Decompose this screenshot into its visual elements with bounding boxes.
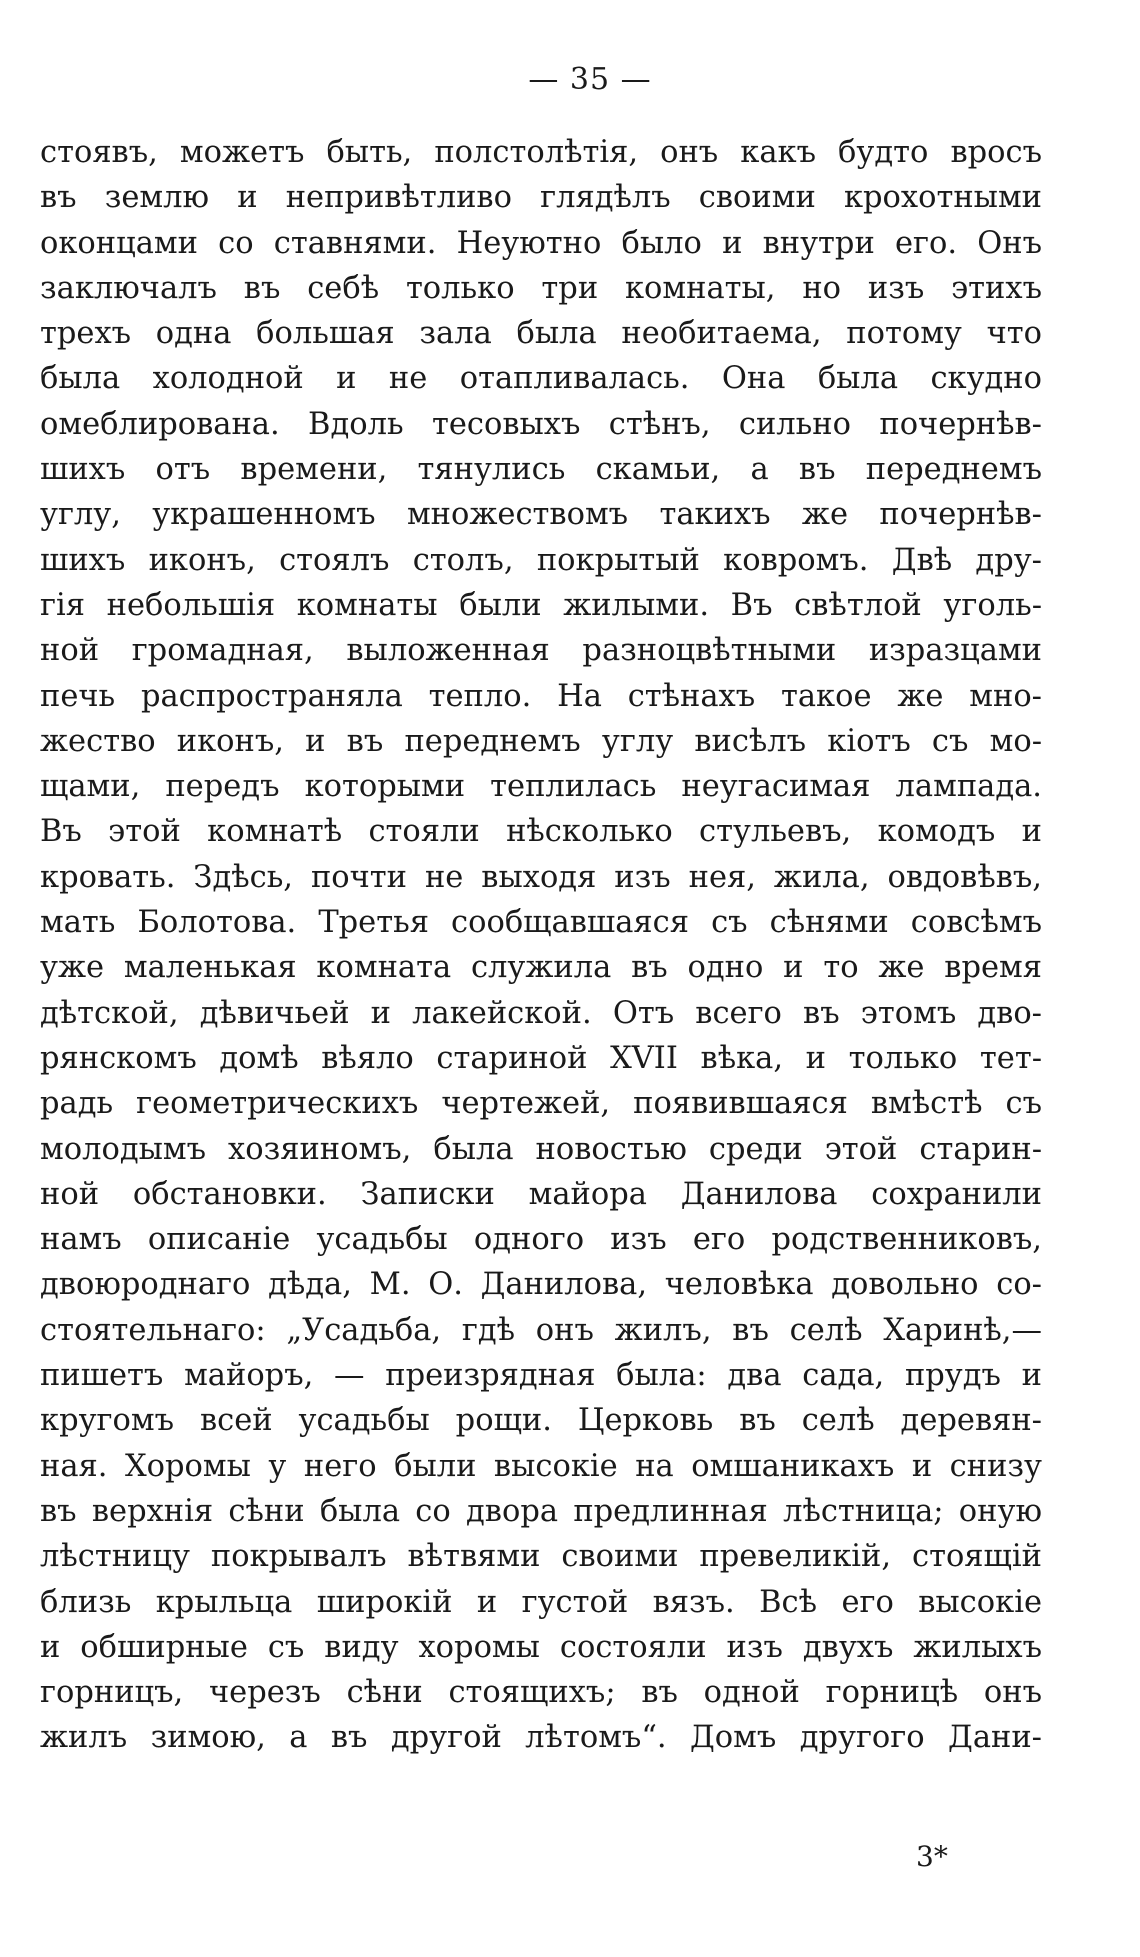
text-line: радь геометрическихъ чертежей, появившаяся вмѣстѣ съ — [40, 1086, 1042, 1122]
text-line: двоюроднаго дѣда, М. О. Данилова, человѣка довольно со- — [40, 1267, 1042, 1303]
text-line: гія небольшія комнаты были жилыми. Въ свѣтлой уголь- — [40, 587, 1042, 623]
text-line: молодымъ хозяиномъ, была новостью среди этой старин- — [40, 1131, 1042, 1167]
text-line: оконцами со ставнями. Неуютно было и внутри его. Онъ — [40, 225, 1042, 261]
text-line: трехъ одна большая зала была необитаема, потому что — [40, 316, 1042, 352]
text-line: ная. Хоромы у него были высокіе на омшаникахъ и снизу — [40, 1448, 1042, 1484]
text-line: кругомъ всей усадьбы рощи. Церковь въ селѣ деревян- — [40, 1403, 1042, 1439]
text-line: заключалъ въ себѣ только три комнаты, но изъ этихъ — [40, 270, 1042, 306]
text-line: ной обстановки. Записки майора Данилова сохранили — [40, 1176, 1042, 1212]
text-line: въ землю и непривѣтливо глядѣлъ своими крохотными — [40, 180, 1042, 216]
text-line: кровать. Здѣсь, почти не выходя изъ нея, жила, овдовѣвъ, — [40, 859, 1042, 895]
text-line: пишетъ майоръ, — преизрядная была: два сада, прудъ и — [40, 1358, 1042, 1394]
text-line: углу, украшенномъ множествомъ такихъ же почернѣв- — [40, 497, 1042, 533]
text-line: жество иконъ, и въ переднемъ углу висѣлъ кіотъ съ мо- — [40, 723, 1042, 759]
text-line: ной громадная, выложенная разноцвѣтными изразцами — [40, 633, 1042, 669]
text-line: была холодной и не отапливалась. Она была скудно — [40, 361, 1042, 397]
text-line: шихъ отъ времени, тянулись скамьи, а въ переднемъ — [40, 452, 1042, 488]
text-line: горницъ, черезъ сѣни стоящихъ; въ одной горницѣ онъ — [40, 1675, 1042, 1711]
text-line: и обширные съ виду хоромы состояли изъ двухъ жилыхъ — [40, 1629, 1042, 1665]
text-line: щами, передъ которыми теплилась неугасимая лампада. — [40, 769, 1042, 805]
text-line: Въ этой комнатѣ стояли нѣсколько стульевъ, комодъ и — [40, 814, 1042, 850]
text-line: въ верхнія сѣни была со двора предлинная лѣстница; оную — [40, 1493, 1042, 1529]
text-line: жилъ зимою, а въ другой лѣтомъ“. Домъ другого Дани- — [40, 1720, 1042, 1756]
text-line: шихъ иконъ, стоялъ столъ, покрытый ковромъ. Двѣ дру- — [40, 542, 1042, 578]
text-line: намъ описаніе усадьбы одного изъ его родственниковъ, — [40, 1222, 1042, 1258]
text-line: мать Болотова. Третья сообщавшаяся съ сѣнями совсѣмъ — [40, 905, 1042, 941]
text-line: лѣстницу покрывалъ вѣтвями своими превеликій, стоящій — [40, 1539, 1042, 1575]
text-line: близь крыльца широкій и густой вязъ. Всѣ его высокіе — [40, 1584, 1042, 1620]
text-line: стоявъ, можетъ быть, полстолѣтія, онъ какъ будто вросъ — [40, 135, 1042, 170]
text-line: уже маленькая комната служила въ одно и то же время — [40, 950, 1042, 986]
signature-mark: 3* — [916, 1840, 948, 1873]
text-line: омеблирована. Вдоль тесовыхъ стѣнъ, сильно почернѣв- — [40, 406, 1042, 442]
text-line: печь распространяла тепло. На стѣнахъ такое же мно- — [40, 678, 1042, 714]
text-line: рянскомъ домѣ вѣяло стариной XVII вѣка, и только тет- — [40, 1040, 1042, 1076]
page-number: — 35 — — [528, 62, 652, 97]
text-line: стоятельнаго: „Усадьба, гдѣ онъ жилъ, въ селѣ Харинѣ,— — [40, 1312, 1042, 1348]
text-line: дѣтской, дѣвичьей и лакейской. Отъ всего въ этомъ дво- — [40, 995, 1042, 1031]
body-text — [40, 130, 1042, 1761]
